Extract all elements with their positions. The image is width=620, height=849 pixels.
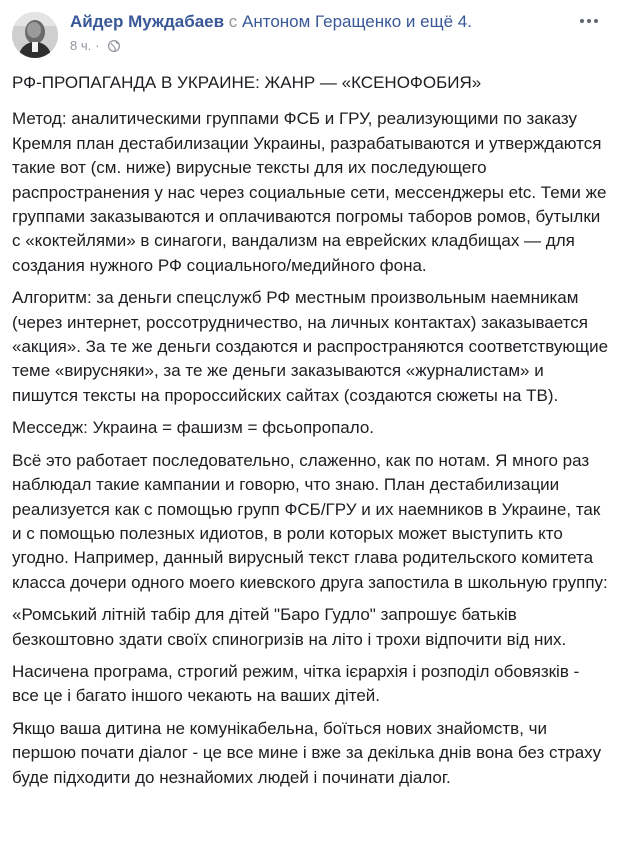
post-header xyxy=(12,10,608,60)
with-connector: с xyxy=(224,12,243,31)
post-paragraph-campaign: Всё это работает последовательно, слаженно, как по нотам. Я много раз наблюдал такие кампании и говорю, что знаю. План дестабилизации реализуется как с помощью групп ФСБ/ГРУ и их наемников в Украине, так и с помощью полезных идиотов, в роли которых может выступить кто угодно. Например, данный вирусный текст глава родительского комитета класса дочери одного моего киевского друга запостила в школьную группу: xyxy=(12,450,608,592)
author-line xyxy=(70,10,472,34)
avatar[interactable] xyxy=(12,12,58,58)
globe-icon[interactable] xyxy=(108,40,120,52)
tagged-people-link[interactable]: Антоном Геращенко и ещё 4. xyxy=(242,12,472,31)
post-headline: РФ-ПРОПАГАНДА В УКРАИНЕ: ЖАНР — «КСЕНОФОБИЯ» xyxy=(12,73,482,92)
timestamp-link[interactable]: 8 ч. xyxy=(70,38,92,53)
post-paragraph-algorithm: Алгоритм: за деньги спецслужб РФ местным произвольным наемникам (через интернет, россотрудничество, на личных контактах) заказывается «акция». За те же деньги создаются и распространяются соответствующие теме «вирусняки», за те же деньги заказываются «журналистам» и пишутся тексты на пророссийских сайтах (создаются сюжеты на ТВ). xyxy=(12,288,609,405)
avatar-image xyxy=(12,12,58,58)
meta-separator: · xyxy=(95,38,100,53)
post-body xyxy=(12,71,610,798)
author-name-link[interactable]: Айдер Муждабаев xyxy=(70,12,225,31)
post-paragraph-quote-child: Якщо ваша дитина не комунікабельна, боїться нових знайомств, чи першою почати діалог - це все мине і вже за декілька днів вона без страху буде підходити до незнайомих людей і починати діалог. xyxy=(12,718,602,787)
post-paragraph-quote-intro: «Ромський літній табір для дітей "Баро Гудло" запрошує батьків безкоштовно здати своїх спиногризів на літо і трохи відпочити від них. xyxy=(12,605,567,649)
post-paragraph-message: Месседж: Украина = фашизм = фсьопропало. xyxy=(12,418,375,438)
more-horizontal-icon[interactable] xyxy=(578,14,600,28)
post-meta xyxy=(70,37,120,55)
post-paragraph-quote-program: Насичена програма, строгий режим, чітка ієрархія і розподіл обовязків - все це і багато іншого чекають на ваших дітей. xyxy=(12,661,580,706)
post-paragraph-method: Метод: аналитическими группами ФСБ и ГРУ, реализующими по заказу Кремля план дестабилизации Украины, разрабатываются и утверждаются такие вот (см. ниже) вирусные тексты для их последующего распространения у нас через социальные сети, мессенджеры etc. Теми же группами заказываются и оплачиваются погромы таборов ромов, бутылки с «коктейлями» в синагоги, вандализм на еврейских кладбищах — для создания нужного РФ социального/медийного фона. xyxy=(12,109,607,275)
